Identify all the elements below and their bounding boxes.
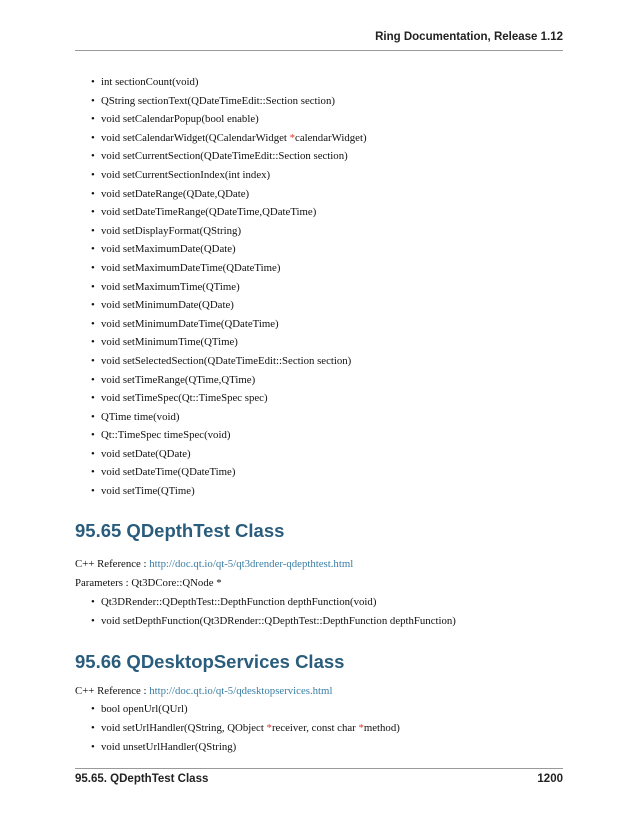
bullet-marker: • <box>91 113 95 126</box>
bullet-marker: • <box>91 187 95 200</box>
method-item: • void setCurrentSection(QDateTimeEdit::Section section) <box>91 150 348 163</box>
header-rule <box>75 50 563 51</box>
method-item: • void setTimeSpec(Qt::TimeSpec spec) <box>91 392 268 405</box>
method-item: • void setDateTimeRange(QDateTime,QDateTime) <box>91 206 317 219</box>
method-item: • void setMinimumTime(QTime) <box>91 336 238 349</box>
footer-rule <box>75 768 563 769</box>
bullet-marker: • <box>91 280 95 293</box>
bullet-marker: • <box>91 168 95 181</box>
bullet-marker: • <box>91 224 95 237</box>
bullet-marker: • <box>91 741 95 753</box>
method-item: • void setMaximumDate(QDate) <box>91 243 236 256</box>
method-item: • void setMaximumDateTime(QDateTime) <box>91 261 281 274</box>
pointer-star: * <box>289 131 296 144</box>
bullet-marker: • <box>91 410 95 423</box>
method-item: • void setTime(QTime) <box>91 485 195 498</box>
bullet-marker: • <box>91 94 95 107</box>
footer-section-name: 95.65. QDepthTest Class <box>75 773 209 785</box>
bullet-marker: • <box>91 299 95 312</box>
cpp-reference-label: C++ Reference : <box>75 685 150 697</box>
cpp-reference-qdepthtest <box>75 558 353 571</box>
method-item: • void setCalendarWidget(QCalendarWidget *calendarWidget) <box>91 131 367 144</box>
method-item: • void setDisplayFormat(QString) <box>91 224 242 237</box>
running-header: Ring Documentation, Release 1.12 <box>375 31 563 43</box>
bullet-marker: • <box>91 150 95 163</box>
method-item: • void setMinimumDate(QDate) <box>91 299 234 312</box>
method-list-qdesktopservices <box>0 703 638 760</box>
method-item: • void setSelectedSection(QDateTimeEdit::Section section) <box>91 354 352 367</box>
method-item: • Qt::TimeSpec timeSpec(void) <box>91 429 231 442</box>
method-item: • void unsetUrlHandler(QString) <box>91 741 237 753</box>
bullet-marker: • <box>91 243 95 256</box>
bullet-marker: • <box>91 317 95 330</box>
parameters-qdepthtest: Parameters : Qt3DCore::QNode * <box>75 577 222 589</box>
pointer-star: * <box>358 722 364 734</box>
bullet-marker: • <box>91 354 95 367</box>
method-item: • Qt3DRender::QDepthTest::DepthFunction depthFunction(void) <box>91 596 377 608</box>
bullet-marker: • <box>91 392 95 405</box>
method-item: • void setDate(QDate) <box>91 447 191 460</box>
bullet-marker: • <box>91 703 95 715</box>
bullet-marker: • <box>91 596 95 608</box>
bullet-marker: • <box>91 722 95 734</box>
method-item: • void setMinimumDateTime(QDateTime) <box>91 317 279 330</box>
method-item: • void setDateRange(QDate,QDate) <box>91 187 250 200</box>
pointer-star: * <box>266 722 272 734</box>
bullet-marker: • <box>91 466 95 479</box>
section-title-qdesktopservices: 95.66 QDesktopServices Class <box>75 651 345 672</box>
footer-page-number: 1200 <box>537 773 563 785</box>
bullet-marker: • <box>91 76 95 88</box>
method-list-qdepthtest <box>0 596 638 634</box>
bullet-marker: • <box>91 615 95 627</box>
cpp-reference-qdesktopservices <box>75 685 332 698</box>
method-item: • void setDepthFunction(Qt3DRender::QDepthTest::DepthFunction depthFunction) <box>91 615 456 627</box>
method-item: • void setCurrentSectionIndex(int index) <box>91 168 271 181</box>
bullet-marker: • <box>91 447 95 460</box>
bullet-marker: • <box>91 206 95 219</box>
method-item: • bool openUrl(QUrl) <box>91 703 188 715</box>
bullet-marker: • <box>91 485 95 498</box>
bullet-marker: • <box>91 131 95 144</box>
bullet-marker: • <box>91 261 95 274</box>
cpp-reference-link[interactable]: http://doc.qt.io/qt-5/qt3drender-qdepthtest.html <box>149 558 354 570</box>
method-item: • void setTimeRange(QTime,QTime) <box>91 373 256 386</box>
cpp-reference-link[interactable]: http://doc.qt.io/qt-5/qdesktopservices.html <box>149 685 333 697</box>
method-item: • void setUrlHandler(QString, QObject *receiver, const char *method) <box>91 722 400 734</box>
method-item: • void setDateTime(QDateTime) <box>91 466 236 479</box>
bullet-marker: • <box>91 373 95 386</box>
method-item: • void setCalendarPopup(bool enable) <box>91 113 259 126</box>
method-list-qdatetimeedit <box>0 76 638 504</box>
method-item: • QTime time(void) <box>91 410 180 423</box>
method-item: • int sectionCount(void) <box>91 76 199 88</box>
bullet-marker: • <box>91 336 95 349</box>
cpp-reference-label: C++ Reference : <box>75 558 150 570</box>
method-item: • void setMaximumTime(QTime) <box>91 280 240 293</box>
bullet-marker: • <box>91 429 95 442</box>
section-title-qdepthtest: 95.65 QDepthTest Class <box>75 520 285 541</box>
method-item: • QString sectionText(QDateTimeEdit::Section section) <box>91 94 335 107</box>
